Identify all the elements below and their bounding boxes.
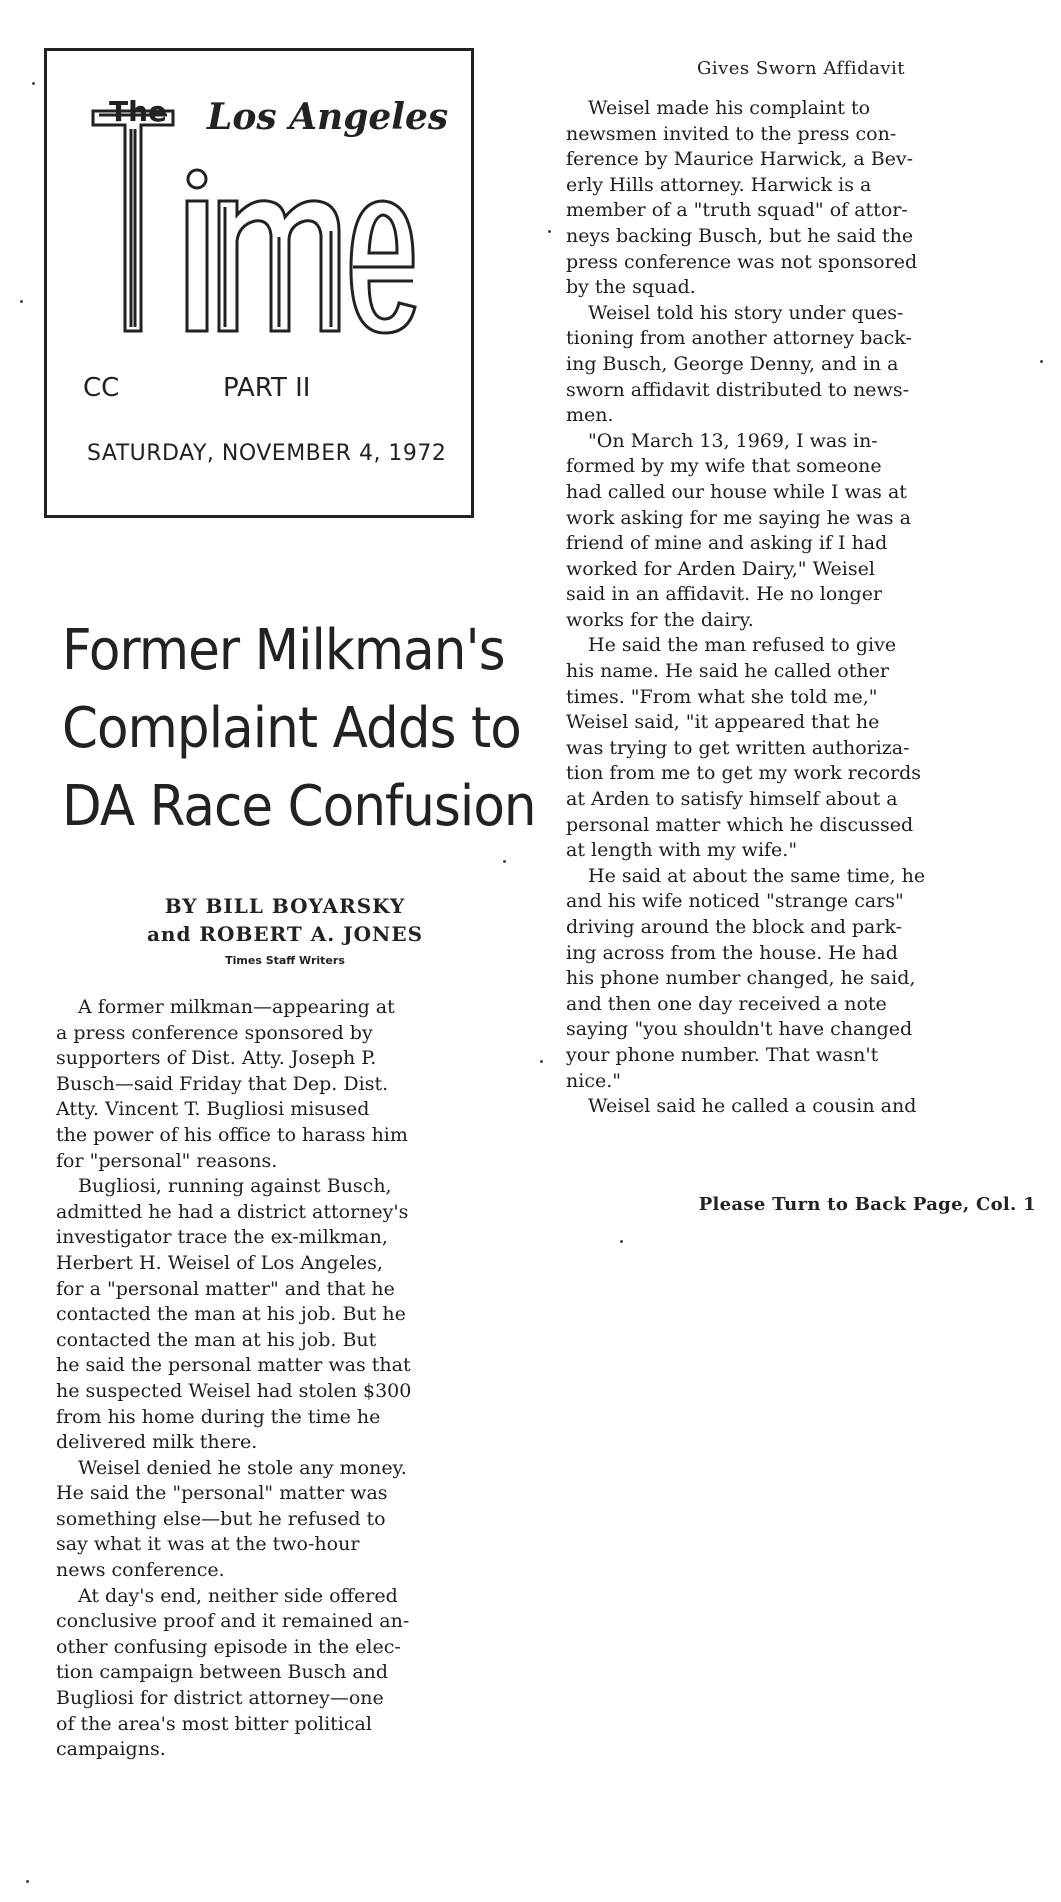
text-line: had called our house while I was at <box>566 480 907 503</box>
text-line: the power of his office to harass him <box>56 1123 408 1146</box>
text-line: sworn affidavit distributed to news- <box>566 378 909 401</box>
paragraph <box>566 1094 1036 1120</box>
paragraph <box>566 429 1036 634</box>
headline-line-3: DA Race Confusion <box>62 774 536 839</box>
text-line: formed by my wife that someone <box>566 455 882 478</box>
print-speck <box>1040 360 1043 363</box>
masthead-the: The <box>109 95 168 128</box>
text-line: campaigns. <box>56 1738 166 1761</box>
paragraph <box>56 1174 506 1456</box>
text-line: Atty. Vincent T. Bugliosi misused <box>56 1098 370 1121</box>
print-speck <box>32 82 35 85</box>
text-line: He said the man refused to give <box>588 634 897 657</box>
text-line: was trying to get written authoriza- <box>566 736 910 759</box>
text-line: contacted the man at his job. But <box>56 1328 377 1351</box>
text-line: said in an affidavit. He no longer <box>566 583 883 606</box>
text-line: at length with my wife." <box>566 839 798 862</box>
paragraph <box>56 1584 506 1763</box>
text-line: delivered milk there. <box>56 1431 258 1454</box>
text-line: Weisel said he called a cousin and <box>588 1095 917 1118</box>
text-line: He said at about the same time, he <box>588 864 926 887</box>
edition-code: CC <box>83 373 120 403</box>
text-line: Busch—said Friday that Dep. Dist. <box>56 1072 389 1095</box>
text-line: his phone number changed, he said, <box>566 967 916 990</box>
text-line: Weisel told his story under ques- <box>588 301 904 324</box>
byline-role: Times Staff Writers <box>225 954 345 967</box>
paragraph <box>566 96 1036 301</box>
print-speck <box>26 1880 29 1883</box>
text-line: and his wife noticed "strange cars" <box>566 890 904 913</box>
text-line: tion campaign between Busch and <box>56 1661 389 1684</box>
text-line: investigator trace the ex-milkman, <box>56 1226 388 1249</box>
masthead-box <box>44 48 474 518</box>
text-line: worked for Arden Dairy," Weisel <box>566 557 875 580</box>
text-line: for "personal" reasons. <box>56 1149 278 1172</box>
masthead-paper-name: Times <box>200 160 204 161</box>
text-line: other confusing episode in the elec- <box>56 1635 401 1658</box>
masthead-date: SATURDAY, NOVEMBER 4, 1972 <box>87 441 447 466</box>
text-line: he suspected Weisel had stolen $300 <box>56 1379 412 1402</box>
text-line: nice." <box>566 1069 621 1092</box>
text-line: at Arden to satisfy himself about a <box>566 788 898 811</box>
print-speck <box>548 230 551 233</box>
byline-authors-2: and ROBERT A. JONES <box>146 922 424 946</box>
text-line: ing across from the house. He had <box>566 941 898 964</box>
text-line: personal matter which he discussed <box>566 813 914 836</box>
text-line: works for the dairy. <box>566 608 754 631</box>
text-line: neys backing Busch, but he said the <box>566 224 914 247</box>
text-line: men. <box>566 404 614 427</box>
text-line: from his home during the time he <box>56 1405 381 1428</box>
byline-authors-1: BY BILL BOYARSKY <box>164 894 406 918</box>
right-column <box>566 96 1036 1120</box>
text-line: and then one day received a note <box>566 992 887 1015</box>
text-line: conclusive proof and it remained an- <box>56 1610 410 1633</box>
headline-line-2: Complaint Adds to <box>62 696 521 761</box>
paragraph <box>566 301 1036 429</box>
print-speck <box>540 1060 543 1063</box>
text-line: member of a "truth squad" of attor- <box>566 199 908 222</box>
text-line: news conference. <box>56 1559 225 1582</box>
text-line: a press conference sponsored by <box>56 1021 373 1044</box>
headline-line-1: Former Milkman's <box>62 618 505 683</box>
text-line: something else—but he refused to <box>56 1507 386 1530</box>
headline <box>62 612 536 846</box>
text-line: At day's end, neither side offered <box>78 1584 398 1607</box>
text-line: newsmen invited to the press con- <box>566 122 897 145</box>
text-line: ference by Maurice Harwick, a Bev- <box>566 148 914 171</box>
text-line: saying "you shouldn't have changed <box>566 1018 913 1041</box>
section-part: PART II <box>223 373 311 403</box>
text-line: Bugliosi for district attorney—one <box>56 1687 384 1710</box>
text-line: "On March 13, 1969, I was in- <box>588 429 878 452</box>
text-line: say what it was at the two-hour <box>56 1533 360 1556</box>
text-line: Weisel made his complaint to <box>588 97 871 119</box>
text-line: supporters of Dist. Atty. Joseph P. <box>56 1047 377 1070</box>
text-line: tioning from another attorney back- <box>566 327 912 350</box>
text-line: Bugliosi, running against Busch, <box>78 1175 392 1198</box>
text-line: erly Hills attorney. Harwick is a <box>566 173 872 196</box>
text-line: by the squad. <box>566 276 696 299</box>
text-line: Weisel denied he stole any money. <box>78 1456 407 1479</box>
text-line: He said the "personal" matter was <box>56 1482 388 1505</box>
print-speck <box>20 300 23 303</box>
text-line: of the area's most bitter political <box>56 1712 372 1735</box>
text-line: press conference was not sponsored <box>566 250 918 273</box>
text-line: admitted he had a district attorney's <box>56 1200 409 1223</box>
text-line: driving around the block and park- <box>566 916 903 938</box>
paragraph <box>56 995 506 1174</box>
subhead: Gives Sworn Affidavit <box>696 58 906 79</box>
text-line: he said the personal matter was that <box>56 1354 411 1377</box>
masthead-city: Los Angeles <box>207 96 449 138</box>
jump-line: Please Turn to Back Page, Col. 1 <box>698 1194 1036 1215</box>
text-line: Weisel said, "it appeared that he <box>566 711 880 734</box>
paragraph <box>566 633 1036 863</box>
text-line: ing Busch, George Denny, and in a <box>566 352 899 375</box>
text-line: contacted the man at his job. But he <box>56 1303 406 1326</box>
text-line: his name. He said he called other <box>566 660 889 683</box>
text-line: for a "personal matter" and that he <box>56 1277 395 1300</box>
text-line: times. "From what she told me," <box>566 685 878 708</box>
print-speck <box>503 860 506 863</box>
print-speck <box>620 1240 623 1243</box>
left-column <box>56 995 506 1763</box>
text-line: A former milkman—appearing at <box>78 996 395 1018</box>
text-line: Herbert H. Weisel of Los Angeles, <box>56 1251 383 1274</box>
text-line: your phone number. That wasn't <box>566 1043 879 1066</box>
text-line: work asking for me saying he was a <box>566 506 911 529</box>
paragraph <box>56 1456 506 1584</box>
text-line: tion from me to get my work records <box>566 762 922 785</box>
text-line: friend of mine and asking if I had <box>566 532 888 555</box>
paragraph <box>566 864 1036 1094</box>
